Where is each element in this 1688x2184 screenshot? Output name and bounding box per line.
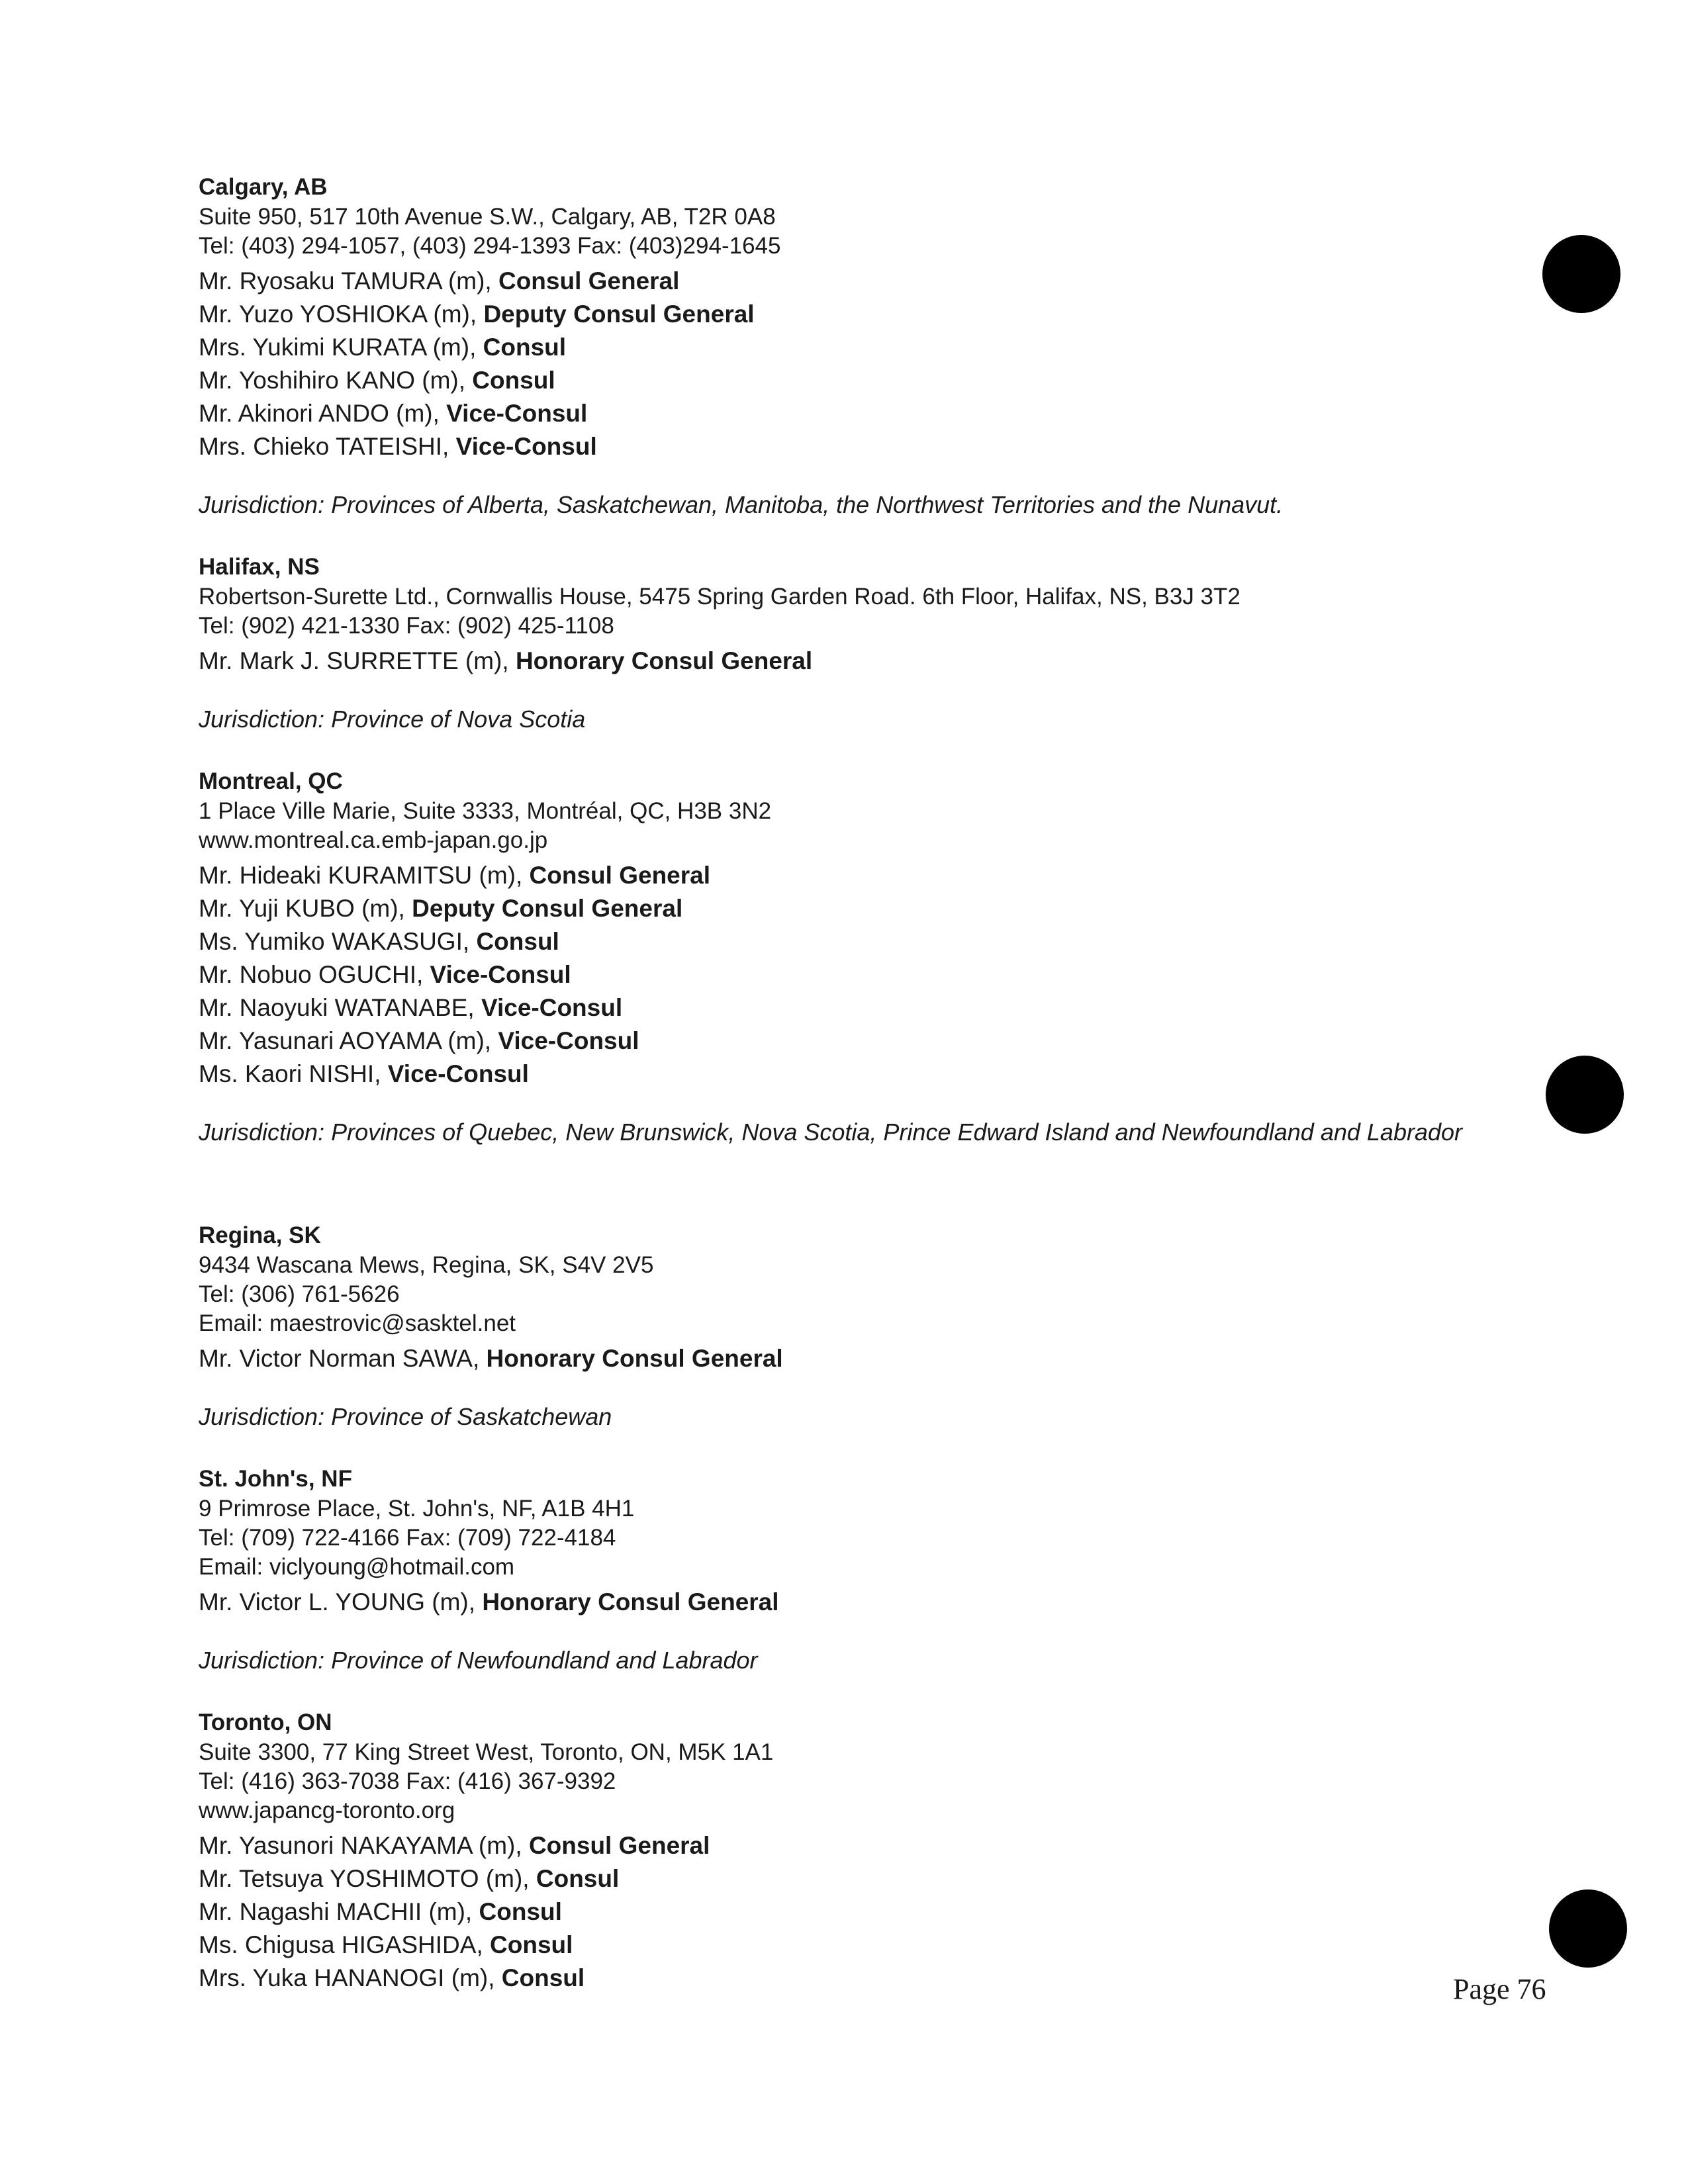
staff-title: Vice-Consul [387,1060,529,1087]
address-line: Robertson-Surette Ltd., Cornwallis House, 5475 Spring Garden Road. 6th Floor, Halifax, NS, B3J 3T2 [199,584,1241,610]
staff-entry [199,1058,1523,1091]
staff-title: Honorary Consul General [486,1345,783,1372]
section-calgary [199,172,1523,520]
page-number: Page 76 [1453,1973,1546,2005]
phone-line: Tel: (709) 722-4166 Fax: (709) 722-4184 [199,1525,616,1551]
staff-title: Consul General [529,862,710,889]
staff-name: Mr. Victor Norman SAWA, [199,1345,487,1372]
address-line: Suite 3300, 77 King Street West, Toronto, ON, M5K 1A1 [199,1739,774,1765]
staff-list [199,1829,1523,1995]
address-line: 9 Primrose Place, St. John's, NF, A1B 4H1 [199,1496,635,1522]
staff-name: Mr. Akinori ANDO (m), [199,400,447,427]
staff-title: Consul [536,1865,620,1892]
staff-name: Mr. Yasunori NAKAYAMA (m), [199,1832,529,1859]
address-line: 9434 Wascana Mews, Regina, SK, S4V 2V5 [199,1252,654,1278]
staff-entry [199,892,1523,925]
jurisdiction-note: Jurisdiction: Provinces of Quebec, New Brunswick, Nova Scotia, Prince Edward Island and Newfoundland and Labrador [199,1118,1463,1146]
staff-title: Consul General [528,1832,710,1859]
city-heading: Halifax, NS [199,554,320,580]
staff-name: Mr. Victor L. YOUNG (m), [199,1588,483,1615]
staff-title: Consul [479,1898,562,1925]
staff-name: Mr. Yoshihiro KANO (m), [199,367,473,394]
staff-name: Mr. Yasunari AOYAMA (m), [199,1027,498,1054]
staff-title: Consul [501,1964,585,1991]
staff-entry [199,430,1523,463]
staff-title: Consul [476,928,559,955]
phone-line: Tel: (416) 363-7038 Fax: (416) 367-9392 [199,1768,616,1794]
staff-name: Mrs. Yuka HANANOGI (m), [199,1964,502,1991]
staff-title: Consul General [498,267,680,295]
staff-entry [199,1342,1523,1375]
staff-entry [199,958,1523,991]
staff-title: Vice-Consul [430,961,571,988]
staff-title: Vice-Consul [455,433,597,460]
staff-entry [199,859,1523,892]
staff-name: Mr. Tetsuya YOSHIMOTO (m), [199,1865,536,1892]
staff-name: Mr. Mark J. SURRETTE (m), [199,647,516,674]
consulate-listing [199,172,1523,2026]
staff-name: Mr. Yuji KUBO (m), [199,895,412,922]
staff-entry [199,265,1523,298]
jurisdiction-note: Jurisdiction: Province of Saskatchewan [199,1403,612,1430]
city-heading: Montreal, QC [199,768,343,794]
phone-line: Tel: (902) 421-1330 Fax: (902) 425-1108 [199,613,614,639]
email-line: Email: viclyoung@hotmail.com [199,1554,515,1580]
staff-entry [199,1024,1523,1058]
punch-hole-bottom [1549,1889,1627,1968]
email-line: Email: maestrovic@sasktel.net [199,1310,516,1336]
staff-entry [199,645,1523,678]
staff-entry [199,364,1523,397]
staff-entry [199,1962,1523,1995]
staff-title: Consul [490,1931,573,1958]
jurisdiction-note: Jurisdiction: Provinces of Alberta, Saskatchewan, Manitoba, the Northwest Territories and the Nunavut. [199,491,1284,518]
staff-name: Ms. Kaori NISHI, [199,1060,388,1087]
staff-list [199,1342,1523,1375]
staff-title: Deputy Consul General [412,895,683,922]
staff-list [199,265,1523,463]
phone-line: Tel: (306) 761-5626 [199,1281,400,1307]
staff-title: Consul [472,367,555,394]
staff-entry [199,298,1523,331]
section-halifax [199,552,1523,735]
staff-entry [199,1895,1523,1929]
staff-name: Mr. Ryosaku TAMURA (m), [199,267,498,295]
staff-name: Mrs. Yukimi KURATA (m), [199,334,483,361]
staff-name: Mr. Hideaki KURAMITSU (m), [199,862,530,889]
staff-name: Ms. Chigusa HIGASHIDA, [199,1931,491,1958]
section-st-johns [199,1464,1523,1676]
website-line: www.japancg-toronto.org [199,1797,455,1823]
staff-title: Honorary Consul General [515,647,813,674]
section-toronto [199,1707,1523,1995]
staff-entry [199,1586,1523,1619]
staff-name: Mr. Nagashi MACHII (m), [199,1898,479,1925]
staff-name: Mr. Naoyuki WATANABE, [199,994,481,1021]
address-line: 1 Place Ville Marie, Suite 3333, Montréal, QC, H3B 3N2 [199,798,772,824]
staff-title: Consul [483,334,567,361]
jurisdiction-note: Jurisdiction: Province of Newfoundland and Labrador [199,1647,758,1674]
section-regina [199,1220,1523,1432]
staff-name: Mr. Nobuo OGUCHI, [199,961,430,988]
staff-entry [199,397,1523,430]
staff-entry [199,991,1523,1024]
staff-list [199,859,1523,1091]
staff-entry [199,331,1523,364]
staff-list [199,645,1523,678]
website-line: www.montreal.ca.emb-japan.go.jp [199,827,548,853]
staff-name: Mr. Yuzo YOSHIOKA (m), [199,300,484,328]
section-montreal [199,766,1523,1148]
punch-hole-middle [1546,1056,1624,1134]
staff-entry [199,1929,1523,1962]
staff-title: Vice-Consul [498,1027,639,1054]
staff-list [199,1586,1523,1619]
staff-title: Vice-Consul [446,400,588,427]
city-heading: Regina, SK [199,1222,321,1248]
jurisdiction-note: Jurisdiction: Province of Nova Scotia [199,705,586,733]
city-heading: St. John's, NF [199,1466,352,1492]
city-heading: Calgary, AB [199,174,328,200]
staff-entry [199,1862,1523,1895]
staff-entry [199,925,1523,958]
staff-name: Ms. Yumiko WAKASUGI, [199,928,477,955]
phone-line: Tel: (403) 294-1057, (403) 294-1393 Fax: (403)294-1645 [199,233,781,259]
city-heading: Toronto, ON [199,1709,332,1735]
staff-title: Deputy Consul General [483,300,755,328]
staff-name: Mrs. Chieko TATEISHI, [199,433,456,460]
punch-hole-top [1542,235,1620,313]
staff-title: Honorary Consul General [482,1588,779,1615]
staff-entry [199,1829,1523,1862]
address-line: Suite 950, 517 10th Avenue S.W., Calgary, AB, T2R 0A8 [199,204,776,230]
staff-title: Vice-Consul [481,994,623,1021]
